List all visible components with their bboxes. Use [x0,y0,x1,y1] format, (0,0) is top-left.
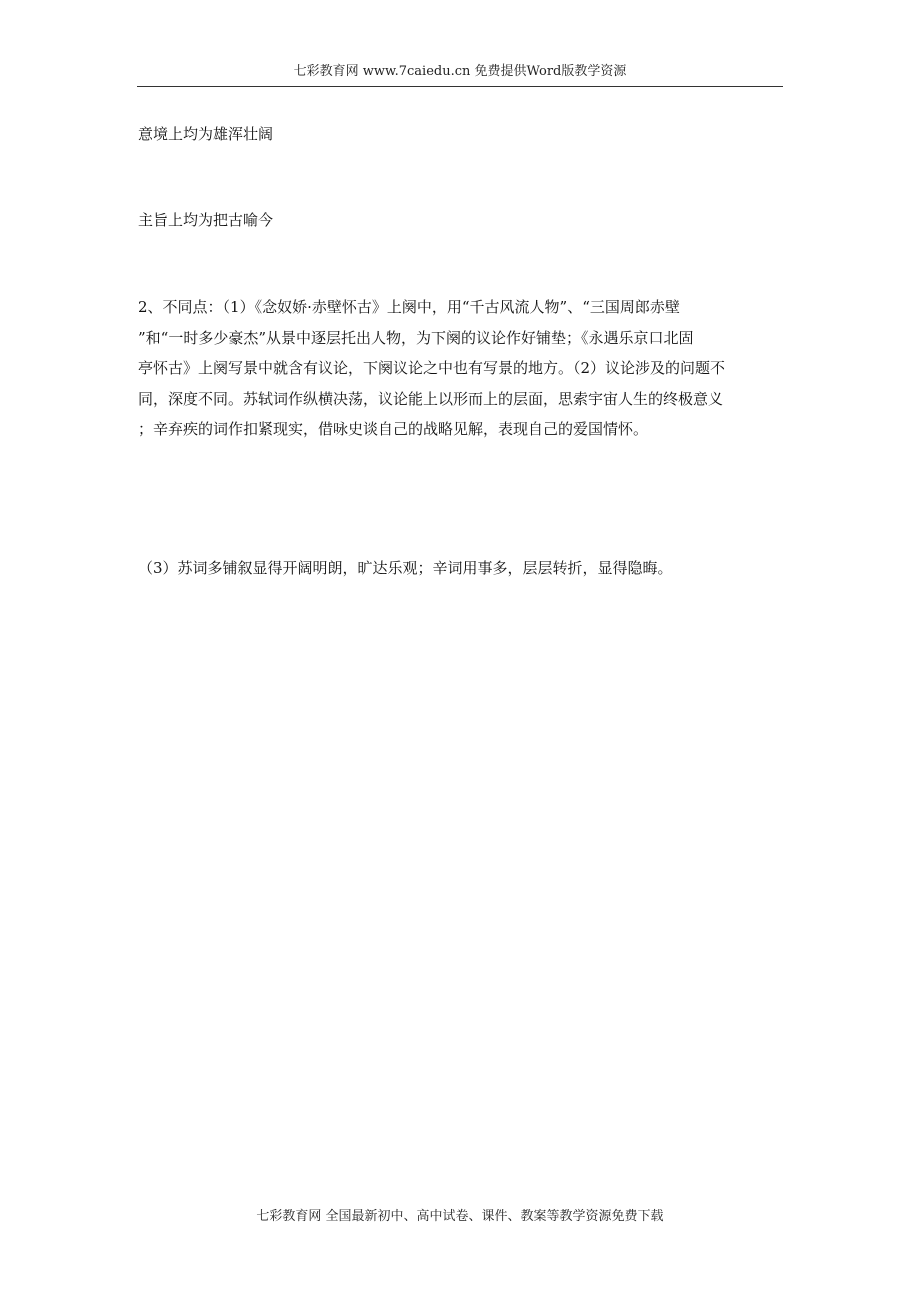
page-footer [0,1207,920,1227]
page-header [137,62,783,87]
text-line: ；辛弃疾的词作扣紧现实，借咏史谈自己的战略见解，表现自己的爱国情怀。 [138,420,649,438]
text-line: 亭怀古》上阕写景中就含有议论，下阕议论之中也有写景的地方。（2）议论涉及的问题不 [138,359,726,377]
paragraph-theme: 主旨上均为把古喻今 [138,211,274,229]
text-line: ”和“一时多少豪杰”从景中逐层托出人物，为下阕的议论作好铺垫；《永遇乐京口北固 [138,328,694,347]
paragraph-style-comparison: （3）苏词多铺叙显得开阔明朗，旷达乐观；辛词用事多，层层转折，显得隐晦。 [138,559,673,577]
footer-text: 七彩教育网 全国最新初中、高中试卷、课件、教案等教学资源免费下载 [256,1209,664,1224]
paragraph-differences [138,292,725,445]
paragraph-artistic-conception: 意境上均为雄浑壮阔 [138,125,274,143]
text-line: 2、不同点：（1）《念奴娇·赤壁怀古》上阕中，用“千古风流人物”、“三国周郎赤壁 [138,298,680,316]
header-text: 七彩教育网 www.7caiedu.cn 免费提供Word版教学资源 [293,64,627,79]
text-line: 同，深度不同。苏轼词作纵横决荡，议论能上以形而上的层面，思索宇宙人生的终极意义 [138,389,724,408]
